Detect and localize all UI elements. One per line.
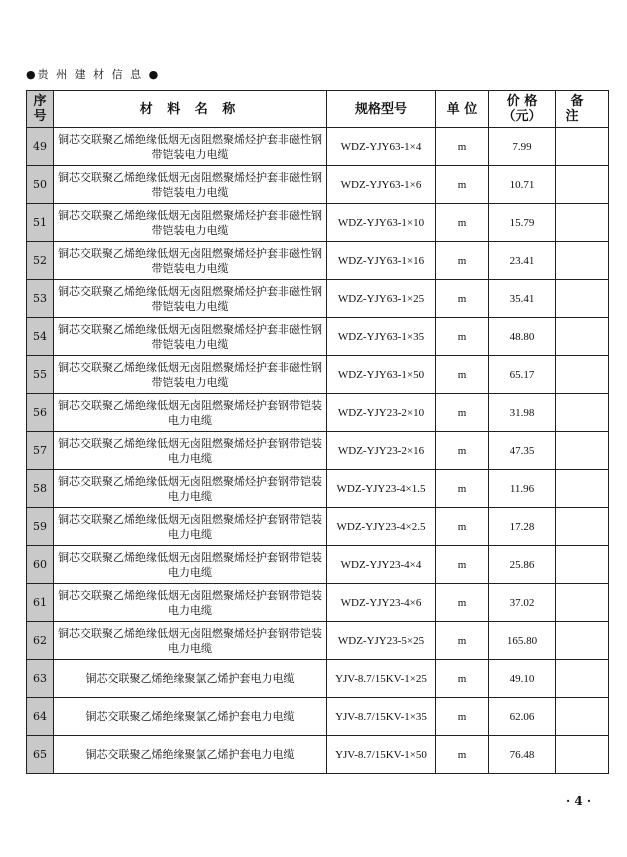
page-number: · 4 · <box>566 794 592 808</box>
table-row <box>27 470 609 508</box>
price: 76.48 <box>489 736 556 774</box>
note <box>556 698 609 736</box>
unit: m <box>436 546 489 584</box>
row-number: 51 <box>27 204 54 242</box>
price: 11.96 <box>489 470 556 508</box>
table-row <box>27 166 609 204</box>
row-number: 57 <box>27 432 54 470</box>
table-row <box>27 128 609 166</box>
material-name: 铜芯交联聚乙烯绝缘低烟无卤阻燃聚烯烃护套钢带铠装电力电缆 <box>54 394 327 432</box>
table-row <box>27 204 609 242</box>
spec-model: WDZ-YJY63-1×4 <box>327 128 436 166</box>
note <box>556 584 609 622</box>
note <box>556 660 609 698</box>
unit: m <box>436 508 489 546</box>
material-name: 铜芯交联聚乙烯绝缘低烟无卤阻燃聚烯烃护套非磁性钢带铠装电力电缆 <box>54 280 327 318</box>
price: 37.02 <box>489 584 556 622</box>
row-number: 64 <box>27 698 54 736</box>
spec-model: WDZ-YJY23-2×10 <box>327 394 436 432</box>
note <box>556 508 609 546</box>
price: 35.41 <box>489 280 556 318</box>
spec-model: WDZ-YJY23-4×6 <box>327 584 436 622</box>
unit: m <box>436 166 489 204</box>
note <box>556 546 609 584</box>
spec-model: WDZ-YJY63-1×25 <box>327 280 436 318</box>
note <box>556 736 609 774</box>
price: 7.99 <box>489 128 556 166</box>
unit: m <box>436 622 489 660</box>
row-number: 60 <box>27 546 54 584</box>
table-row <box>27 698 609 736</box>
material-name: 铜芯交联聚乙烯绝缘聚氯乙烯护套电力电缆 <box>54 660 327 698</box>
price: 47.35 <box>489 432 556 470</box>
table-row <box>27 242 609 280</box>
row-number: 61 <box>27 584 54 622</box>
unit: m <box>436 584 489 622</box>
unit: m <box>436 318 489 356</box>
material-name: 铜芯交联聚乙烯绝缘低烟无卤阻燃聚烯烃护套钢带铠装电力电缆 <box>54 622 327 660</box>
table-body <box>27 128 609 774</box>
col-header-price: 价 格 （元） <box>489 91 556 128</box>
unit: m <box>436 660 489 698</box>
table-row <box>27 660 609 698</box>
price: 48.80 <box>489 318 556 356</box>
spec-model: WDZ-YJY63-1×6 <box>327 166 436 204</box>
row-number: 50 <box>27 166 54 204</box>
col-header-unit: 单 位 <box>436 91 489 128</box>
row-number: 54 <box>27 318 54 356</box>
price: 65.17 <box>489 356 556 394</box>
material-name: 铜芯交联聚乙烯绝缘低烟无卤阻燃聚烯烃护套非磁性钢带铠装电力电缆 <box>54 242 327 280</box>
unit: m <box>436 280 489 318</box>
note <box>556 356 609 394</box>
row-number: 63 <box>27 660 54 698</box>
note <box>556 470 609 508</box>
table-row <box>27 546 609 584</box>
row-number: 52 <box>27 242 54 280</box>
spec-model: WDZ-YJY63-1×35 <box>327 318 436 356</box>
unit: m <box>436 128 489 166</box>
col-header-spec: 规格型号 <box>327 91 436 128</box>
spec-model: WDZ-YJY23-4×4 <box>327 546 436 584</box>
row-number: 53 <box>27 280 54 318</box>
price-table <box>26 90 609 774</box>
unit: m <box>436 470 489 508</box>
unit: m <box>436 356 489 394</box>
table-row <box>27 280 609 318</box>
row-number: 55 <box>27 356 54 394</box>
row-number: 56 <box>27 394 54 432</box>
price: 62.06 <box>489 698 556 736</box>
material-name: 铜芯交联聚乙烯绝缘低烟无卤阻燃聚烯烃护套非磁性钢带铠装电力电缆 <box>54 318 327 356</box>
note <box>556 432 609 470</box>
note <box>556 166 609 204</box>
material-name: 铜芯交联聚乙烯绝缘聚氯乙烯护套电力电缆 <box>54 736 327 774</box>
material-name: 铜芯交联聚乙烯绝缘低烟无卤阻燃聚烯烃护套钢带铠装电力电缆 <box>54 432 327 470</box>
row-number: 49 <box>27 128 54 166</box>
spec-model: WDZ-YJY63-1×10 <box>327 204 436 242</box>
note <box>556 280 609 318</box>
unit: m <box>436 432 489 470</box>
spec-model: YJV-8.7/15KV-1×50 <box>327 736 436 774</box>
spec-model: WDZ-YJY23-2×16 <box>327 432 436 470</box>
row-number: 59 <box>27 508 54 546</box>
price: 25.86 <box>489 546 556 584</box>
material-name: 铜芯交联聚乙烯绝缘低烟无卤阻燃聚烯烃护套钢带铠装电力电缆 <box>54 584 327 622</box>
col-header-name: 材 料 名 称 <box>54 91 327 128</box>
row-number: 65 <box>27 736 54 774</box>
spec-model: WDZ-YJY23-5×25 <box>327 622 436 660</box>
price: 23.41 <box>489 242 556 280</box>
row-number: 58 <box>27 470 54 508</box>
price: 10.71 <box>489 166 556 204</box>
unit: m <box>436 242 489 280</box>
material-name: 铜芯交联聚乙烯绝缘低烟无卤阻燃聚烯烃护套钢带铠装电力电缆 <box>54 470 327 508</box>
material-name: 铜芯交联聚乙烯绝缘低烟无卤阻燃聚烯烃护套钢带铠装电力电缆 <box>54 546 327 584</box>
unit: m <box>436 394 489 432</box>
price: 31.98 <box>489 394 556 432</box>
price: 165.80 <box>489 622 556 660</box>
col-header-note: 备 注 <box>556 91 609 128</box>
table-row <box>27 508 609 546</box>
spec-model: YJV-8.7/15KV-1×25 <box>327 660 436 698</box>
table-row <box>27 622 609 660</box>
material-name: 铜芯交联聚乙烯绝缘低烟无卤阻燃聚烯烃护套非磁性钢带铠装电力电缆 <box>54 128 327 166</box>
spec-model: WDZ-YJY23-4×2.5 <box>327 508 436 546</box>
table-row <box>27 584 609 622</box>
material-name: 铜芯交联聚乙烯绝缘低烟无卤阻燃聚烯烃护套非磁性钢带铠装电力电缆 <box>54 166 327 204</box>
row-number: 62 <box>27 622 54 660</box>
unit: m <box>436 698 489 736</box>
table-row <box>27 736 609 774</box>
note <box>556 128 609 166</box>
material-name: 铜芯交联聚乙烯绝缘低烟无卤阻燃聚烯烃护套钢带铠装电力电缆 <box>54 508 327 546</box>
material-name: 铜芯交联聚乙烯绝缘低烟无卤阻燃聚烯烃护套非磁性钢带铠装电力电缆 <box>54 356 327 394</box>
price: 49.10 <box>489 660 556 698</box>
note <box>556 622 609 660</box>
spec-model: WDZ-YJY23-4×1.5 <box>327 470 436 508</box>
price: 17.28 <box>489 508 556 546</box>
unit: m <box>436 204 489 242</box>
spec-model: YJV-8.7/15KV-1×35 <box>327 698 436 736</box>
table-row <box>27 394 609 432</box>
material-name: 铜芯交联聚乙烯绝缘低烟无卤阻燃聚烯烃护套非磁性钢带铠装电力电缆 <box>54 204 327 242</box>
note <box>556 204 609 242</box>
spec-model: WDZ-YJY63-1×16 <box>327 242 436 280</box>
unit: m <box>436 736 489 774</box>
spec-model: WDZ-YJY63-1×50 <box>327 356 436 394</box>
publication-header: ●贵 州 建 材 信 息 ● <box>26 68 161 81</box>
col-header-no: 序 号 <box>27 91 54 128</box>
table-row <box>27 432 609 470</box>
table-row <box>27 356 609 394</box>
table-row <box>27 318 609 356</box>
note <box>556 394 609 432</box>
note <box>556 318 609 356</box>
material-name: 铜芯交联聚乙烯绝缘聚氯乙烯护套电力电缆 <box>54 698 327 736</box>
price: 15.79 <box>489 204 556 242</box>
table-header-row <box>27 91 609 128</box>
note <box>556 242 609 280</box>
